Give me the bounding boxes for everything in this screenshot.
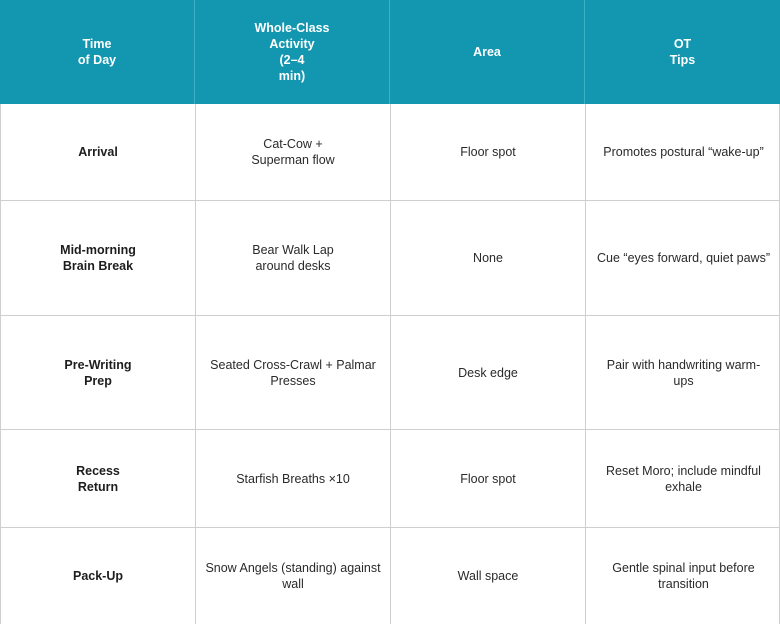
cell-time: Pre-Writing Prep: [1, 316, 196, 429]
cell-tips: Gentle spinal input before transition: [612, 561, 755, 591]
header-time-of-day: Time of Day: [0, 0, 195, 104]
cell-tips: Cue “eyes forward, quiet paws”: [597, 251, 770, 265]
cell-area: Wall space: [391, 528, 586, 624]
cell-activity: Seated Cross-Crawl + Palmar Presses: [196, 316, 391, 429]
header-area: Area: [390, 0, 585, 104]
cell-tips: Promotes postural “wake-up”: [603, 145, 764, 159]
table-header: [0, 0, 780, 104]
cell-activity: Snow Angels (standing) against wall: [196, 528, 391, 624]
cell-time: Pack-Up: [1, 528, 196, 624]
cell-time: Arrival: [1, 104, 196, 200]
table-row: [1, 528, 779, 624]
header-activity: Whole-Class Activity (2–4 min): [195, 0, 390, 104]
table-body: [0, 104, 780, 624]
cell-time: Mid-morning Brain Break: [1, 201, 196, 315]
cell-activity: Bear Walk Lap around desks: [196, 201, 391, 315]
table-row: [1, 201, 779, 316]
cell-area: Desk edge: [391, 316, 586, 429]
cell-area: Floor spot: [391, 430, 586, 527]
table-row: [1, 104, 779, 201]
cell-time: Recess Return: [1, 430, 196, 527]
cell-area: None: [391, 201, 586, 315]
cell-area: Floor spot: [391, 104, 586, 200]
cell-activity: Starfish Breaths ×10: [196, 430, 391, 527]
cell-tips: Pair with handwriting warm- ups: [606, 357, 761, 388]
table-row: [1, 316, 779, 430]
cell-tips: Reset Moro; include mindful exhale: [606, 463, 761, 494]
table-row: [1, 430, 779, 528]
cell-activity: Cat-Cow + Superman flow: [196, 104, 391, 200]
header-ot-tips: OT Tips: [669, 37, 696, 67]
